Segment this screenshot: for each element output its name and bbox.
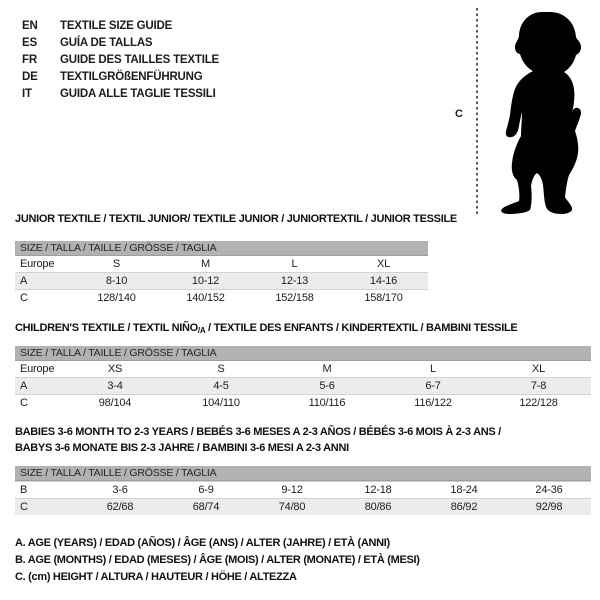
- language-title: TEXTILGRÖßENFÜHRUNG: [60, 71, 203, 83]
- table-row: [15, 482, 591, 499]
- section-title-line1: BABIES 3-6 MONTH TO 2-3 YEARS / BEBÉS 3-6 MESES A 2-3 AÑOS / BÉBÉS 3-6 MOIS À 2-3 ANS /: [15, 426, 501, 438]
- size-cell: 80/86: [364, 501, 392, 513]
- table-row: [15, 290, 428, 307]
- section-title-subscript: /A: [197, 326, 206, 335]
- size-cell: 158/170: [364, 292, 403, 304]
- size-table: [15, 361, 591, 411]
- size-cell: L: [291, 258, 298, 270]
- size-cell: 24-36: [535, 484, 563, 496]
- size-cell: 10-12: [191, 275, 220, 287]
- section-title-text: CHILDREN'S TEXTILE / TEXTIL NIÑO: [15, 322, 198, 334]
- size-cell: 98/104: [98, 397, 132, 409]
- size-cell: 68/74: [192, 501, 220, 513]
- size-cell: 12-18: [364, 484, 392, 496]
- size-cell: S: [112, 258, 121, 270]
- section-title-text: / TEXTILE DES ENFANTS / KINDERTEXTIL / BAMBINI TESSILE: [205, 322, 518, 334]
- size-table: [15, 256, 428, 306]
- language-code: EN: [22, 20, 38, 32]
- language-row: [22, 18, 219, 35]
- row-label: B: [20, 484, 28, 496]
- size-table: [15, 481, 591, 515]
- size-cell: 9-12: [281, 484, 303, 496]
- size-cell: S: [217, 363, 225, 375]
- size-cell: L: [430, 363, 436, 375]
- language-row: [22, 69, 219, 86]
- table-row: [15, 361, 591, 378]
- size-cell: 116/122: [414, 397, 452, 409]
- height-measure-line: [476, 8, 478, 216]
- row-label: C: [20, 397, 28, 409]
- language-title: GUIDE DES TAILLES TEXTILE: [60, 54, 219, 66]
- size-cell: 14-16: [369, 275, 398, 287]
- language-title: TEXTILE SIZE GUIDE: [60, 20, 173, 32]
- section-title-line2: BABYS 3-6 MONATE BIS 2-3 JAHRE / BAMBINI 3-6 MESI A 2-3 ANNI: [15, 442, 349, 454]
- table-row: [15, 499, 591, 516]
- language-row: [22, 52, 219, 69]
- size-header-bar: SIZE / TALLA / TAILLE / GRÖSSE / TAGLIA: [15, 241, 428, 256]
- size-cell: XL: [531, 363, 546, 375]
- row-label: C: [20, 292, 28, 304]
- section-title-junior: JUNIOR TEXTILE / TEXTIL JUNIOR/ TEXTILE JUNIOR / JUNIORTEXTIL / JUNIOR TESSILE: [15, 213, 457, 225]
- height-figure: [449, 6, 600, 218]
- size-cell: 92/98: [535, 501, 563, 513]
- language-list: [22, 18, 219, 103]
- junior-size-table: [15, 241, 428, 306]
- footnote-b: B. AGE (MONTHS) / EDAD (MESES) / ÂGE (MOIS) / ALTER (MONATE) / ETÀ (MESI): [15, 554, 420, 566]
- size-cell: 104/110: [202, 397, 240, 409]
- size-cell: M: [322, 363, 332, 375]
- size-cell: XS: [107, 363, 123, 375]
- language-title: GUÍA DE TALLAS: [60, 37, 153, 49]
- row-label: Europe: [20, 258, 55, 270]
- size-cell: 74/80: [278, 501, 306, 513]
- row-label: Europe: [20, 363, 55, 375]
- size-cell: 86/92: [450, 501, 478, 513]
- babies-size-table: [15, 466, 591, 515]
- size-cell: M: [201, 258, 210, 270]
- size-header-bar: SIZE / TALLA / TAILLE / GRÖSSE / TAGLIA: [15, 466, 591, 481]
- size-cell: 152/158: [275, 292, 314, 304]
- size-cell: 6-9: [198, 484, 214, 496]
- table-row: [15, 395, 591, 412]
- language-row: [22, 35, 219, 52]
- row-label: A: [20, 380, 28, 392]
- section-title-babies: [15, 426, 501, 454]
- size-cell: 8-10: [105, 275, 128, 287]
- language-code: IT: [22, 88, 32, 100]
- table-row: [15, 378, 591, 395]
- footnote-a: A. AGE (YEARS) / EDAD (AÑOS) / ÂGE (ANS) / ALTER (JAHRE) / ETÀ (ANNI): [15, 537, 390, 549]
- size-cell: 122/128: [519, 397, 558, 409]
- language-row: [22, 86, 219, 103]
- size-cell: 110/116: [308, 397, 346, 409]
- size-cell: 140/152: [186, 292, 225, 304]
- size-cell: 62/68: [106, 501, 134, 513]
- language-title: GUIDA ALLE TAGLIE TESSILI: [60, 88, 216, 100]
- footnote-c: C. (cm) HEIGHT / ALTURA / HAUTEUR / HÖHE / ALTEZZA: [15, 571, 297, 583]
- size-cell: 3-4: [107, 380, 123, 392]
- language-code: FR: [22, 54, 37, 66]
- size-header-bar: SIZE / TALLA / TAILLE / GRÖSSE / TAGLIA: [15, 346, 591, 361]
- children-size-table: [15, 346, 591, 411]
- row-label: C: [20, 501, 28, 513]
- size-cell: 3-6: [112, 484, 128, 496]
- footnotes: [15, 535, 420, 586]
- language-code: DE: [22, 71, 38, 83]
- size-cell: 128/140: [97, 292, 136, 304]
- size-cell: 7-8: [530, 380, 547, 392]
- baby-silhouette-icon: [484, 8, 600, 214]
- size-cell: 18-24: [450, 484, 478, 496]
- size-cell: 6-7: [425, 380, 441, 392]
- table-row: [15, 273, 428, 290]
- section-title-children: [15, 322, 517, 335]
- height-label-c: C: [455, 108, 463, 120]
- size-cell: XL: [376, 258, 391, 270]
- size-cell: 4-5: [213, 380, 229, 392]
- size-cell: 12-13: [280, 275, 309, 287]
- table-row: [15, 256, 428, 273]
- row-label: A: [20, 275, 28, 287]
- size-cell: 5-6: [319, 380, 335, 392]
- language-code: ES: [22, 37, 37, 49]
